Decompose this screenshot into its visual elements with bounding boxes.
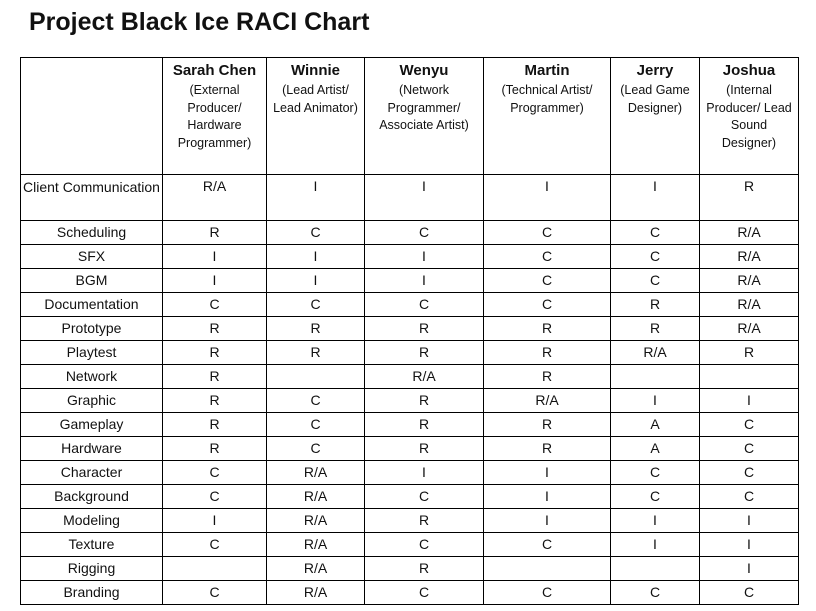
raci-cell: R xyxy=(611,317,700,341)
raci-cell: I xyxy=(484,461,611,485)
table-row xyxy=(21,269,799,293)
raci-cell: R/A xyxy=(267,485,365,509)
raci-cell: C xyxy=(365,221,484,245)
raci-cell: R xyxy=(163,341,267,365)
raci-cell: C xyxy=(267,413,365,437)
raci-cell: C xyxy=(611,245,700,269)
raci-cell: C xyxy=(163,533,267,557)
raci-cell: C xyxy=(365,581,484,605)
column-header xyxy=(267,58,365,175)
raci-cell: I xyxy=(267,175,365,221)
task-label: Branding xyxy=(21,581,163,605)
raci-cell: C xyxy=(700,437,799,461)
raci-cell: I xyxy=(267,269,365,293)
column-header xyxy=(365,58,484,175)
raci-cell: R/A xyxy=(365,365,484,389)
table-row xyxy=(21,509,799,533)
raci-cell: I xyxy=(700,533,799,557)
task-label: Gameplay xyxy=(21,413,163,437)
raci-cell: C xyxy=(365,293,484,317)
raci-cell: C xyxy=(611,269,700,293)
task-label: Documentation xyxy=(21,293,163,317)
raci-cell: R/A xyxy=(267,461,365,485)
column-header xyxy=(700,58,799,175)
table-row xyxy=(21,389,799,413)
raci-cell: R xyxy=(365,557,484,581)
table-row xyxy=(21,485,799,509)
person-role: (Lead Artist/ Lead Animator) xyxy=(273,83,358,115)
table-row xyxy=(21,175,799,221)
raci-cell: R xyxy=(700,175,799,221)
raci-cell: I xyxy=(163,269,267,293)
raci-cell: A xyxy=(611,413,700,437)
corner-cell xyxy=(21,58,163,175)
raci-cell: C xyxy=(484,581,611,605)
task-label: Modeling xyxy=(21,509,163,533)
raci-cell: C xyxy=(163,461,267,485)
raci-cell: R xyxy=(267,317,365,341)
table-row xyxy=(21,533,799,557)
raci-cell: R xyxy=(163,365,267,389)
raci-cell: C xyxy=(365,485,484,509)
task-label: Texture xyxy=(21,533,163,557)
raci-cell: I xyxy=(611,175,700,221)
raci-cell: R xyxy=(267,341,365,365)
raci-cell: R xyxy=(163,437,267,461)
raci-cell: C xyxy=(611,485,700,509)
raci-cell: R xyxy=(484,317,611,341)
raci-cell: R/A xyxy=(700,269,799,293)
person-role: (Lead Game Designer) xyxy=(620,83,690,115)
raci-cell xyxy=(611,557,700,581)
table-row xyxy=(21,317,799,341)
table-row xyxy=(21,341,799,365)
task-label: Client Communication xyxy=(21,175,163,221)
raci-cell: C xyxy=(611,461,700,485)
task-label: Prototype xyxy=(21,317,163,341)
task-label: Scheduling xyxy=(21,221,163,245)
person-role: (Network Programmer/ Associate Artist) xyxy=(379,83,469,132)
raci-cell: R xyxy=(484,341,611,365)
header-row xyxy=(21,58,799,175)
task-label: Hardware xyxy=(21,437,163,461)
raci-cell: C xyxy=(700,485,799,509)
raci-cell: R/A xyxy=(267,557,365,581)
raci-cell: I xyxy=(484,485,611,509)
raci-cell: R xyxy=(365,509,484,533)
raci-cell: I xyxy=(484,509,611,533)
raci-cell: C xyxy=(700,581,799,605)
raci-table xyxy=(20,57,799,605)
raci-cell: C xyxy=(267,389,365,413)
task-label: Graphic xyxy=(21,389,163,413)
table-row xyxy=(21,581,799,605)
task-label: SFX xyxy=(21,245,163,269)
person-name: Jerry xyxy=(636,62,674,79)
raci-cell: R xyxy=(163,221,267,245)
raci-cell: C xyxy=(163,485,267,509)
raci-cell: R/A xyxy=(484,389,611,413)
raci-cell: I xyxy=(700,389,799,413)
table-row xyxy=(21,413,799,437)
raci-cell xyxy=(611,365,700,389)
raci-cell: C xyxy=(267,437,365,461)
raci-cell: C xyxy=(611,221,700,245)
raci-cell: I xyxy=(163,509,267,533)
raci-cell: R/A xyxy=(267,581,365,605)
raci-cell: C xyxy=(611,581,700,605)
raci-cell: I xyxy=(365,461,484,485)
raci-cell xyxy=(267,365,365,389)
table-row xyxy=(21,245,799,269)
person-name: Winnie xyxy=(290,62,341,79)
raci-cell: I xyxy=(611,533,700,557)
raci-cell: R xyxy=(163,389,267,413)
table-row xyxy=(21,557,799,581)
raci-cell: I xyxy=(611,509,700,533)
raci-cell: R xyxy=(700,341,799,365)
raci-cell: I xyxy=(267,245,365,269)
table-row xyxy=(21,221,799,245)
raci-cell: R xyxy=(365,437,484,461)
person-role: (External Producer/ Hardware Programmer) xyxy=(177,83,252,150)
column-header xyxy=(484,58,611,175)
raci-cell: C xyxy=(700,413,799,437)
raci-cell: I xyxy=(484,175,611,221)
raci-cell: I xyxy=(365,245,484,269)
raci-cell: C xyxy=(484,293,611,317)
raci-cell: C xyxy=(365,533,484,557)
raci-cell: R/A xyxy=(163,175,267,221)
raci-cell: C xyxy=(267,221,365,245)
raci-cell: C xyxy=(484,245,611,269)
table-row xyxy=(21,293,799,317)
raci-cell: C xyxy=(484,533,611,557)
table-row xyxy=(21,365,799,389)
raci-cell: I xyxy=(365,269,484,293)
raci-cell: R xyxy=(365,341,484,365)
raci-cell: R xyxy=(365,317,484,341)
raci-cell: R/A xyxy=(267,533,365,557)
column-header xyxy=(611,58,700,175)
person-name: Joshua xyxy=(722,62,776,79)
person-name: Martin xyxy=(524,62,570,79)
raci-cell: R xyxy=(484,365,611,389)
raci-cell: C xyxy=(484,269,611,293)
task-label: Playtest xyxy=(21,341,163,365)
raci-cell: R xyxy=(365,413,484,437)
raci-cell xyxy=(484,557,611,581)
raci-cell xyxy=(163,557,267,581)
raci-cell: R xyxy=(163,317,267,341)
raci-cell: R/A xyxy=(700,245,799,269)
table-row xyxy=(21,437,799,461)
raci-cell: R/A xyxy=(267,509,365,533)
column-header xyxy=(163,58,267,175)
raci-body xyxy=(21,175,799,605)
table-row xyxy=(21,461,799,485)
person-name: Wenyu xyxy=(399,62,449,79)
raci-cell: C xyxy=(700,461,799,485)
raci-cell: I xyxy=(611,389,700,413)
raci-cell: C xyxy=(163,293,267,317)
raci-cell: R/A xyxy=(700,293,799,317)
task-label: Rigging xyxy=(21,557,163,581)
raci-cell: R xyxy=(611,293,700,317)
raci-cell: I xyxy=(365,175,484,221)
task-label: Background xyxy=(21,485,163,509)
raci-cell: I xyxy=(700,557,799,581)
raci-cell: R/A xyxy=(700,317,799,341)
page-title: Project Black Ice RACI Chart xyxy=(29,8,370,36)
person-role: (Internal Producer/ Lead Sound Designer) xyxy=(706,83,792,150)
raci-cell: R xyxy=(484,437,611,461)
task-label: Network xyxy=(21,365,163,389)
raci-cell: C xyxy=(267,293,365,317)
raci-cell xyxy=(700,365,799,389)
task-label: BGM xyxy=(21,269,163,293)
task-label: Character xyxy=(21,461,163,485)
raci-cell: I xyxy=(163,245,267,269)
raci-cell: C xyxy=(484,221,611,245)
person-role: (Technical Artist/ Programmer) xyxy=(501,83,593,115)
raci-cell: R/A xyxy=(611,341,700,365)
raci-cell: R/A xyxy=(700,221,799,245)
raci-cell: I xyxy=(700,509,799,533)
raci-cell: R xyxy=(484,413,611,437)
raci-cell: C xyxy=(163,581,267,605)
raci-cell: A xyxy=(611,437,700,461)
person-name: Sarah Chen xyxy=(172,62,257,79)
raci-cell: R xyxy=(365,389,484,413)
raci-cell: R xyxy=(163,413,267,437)
